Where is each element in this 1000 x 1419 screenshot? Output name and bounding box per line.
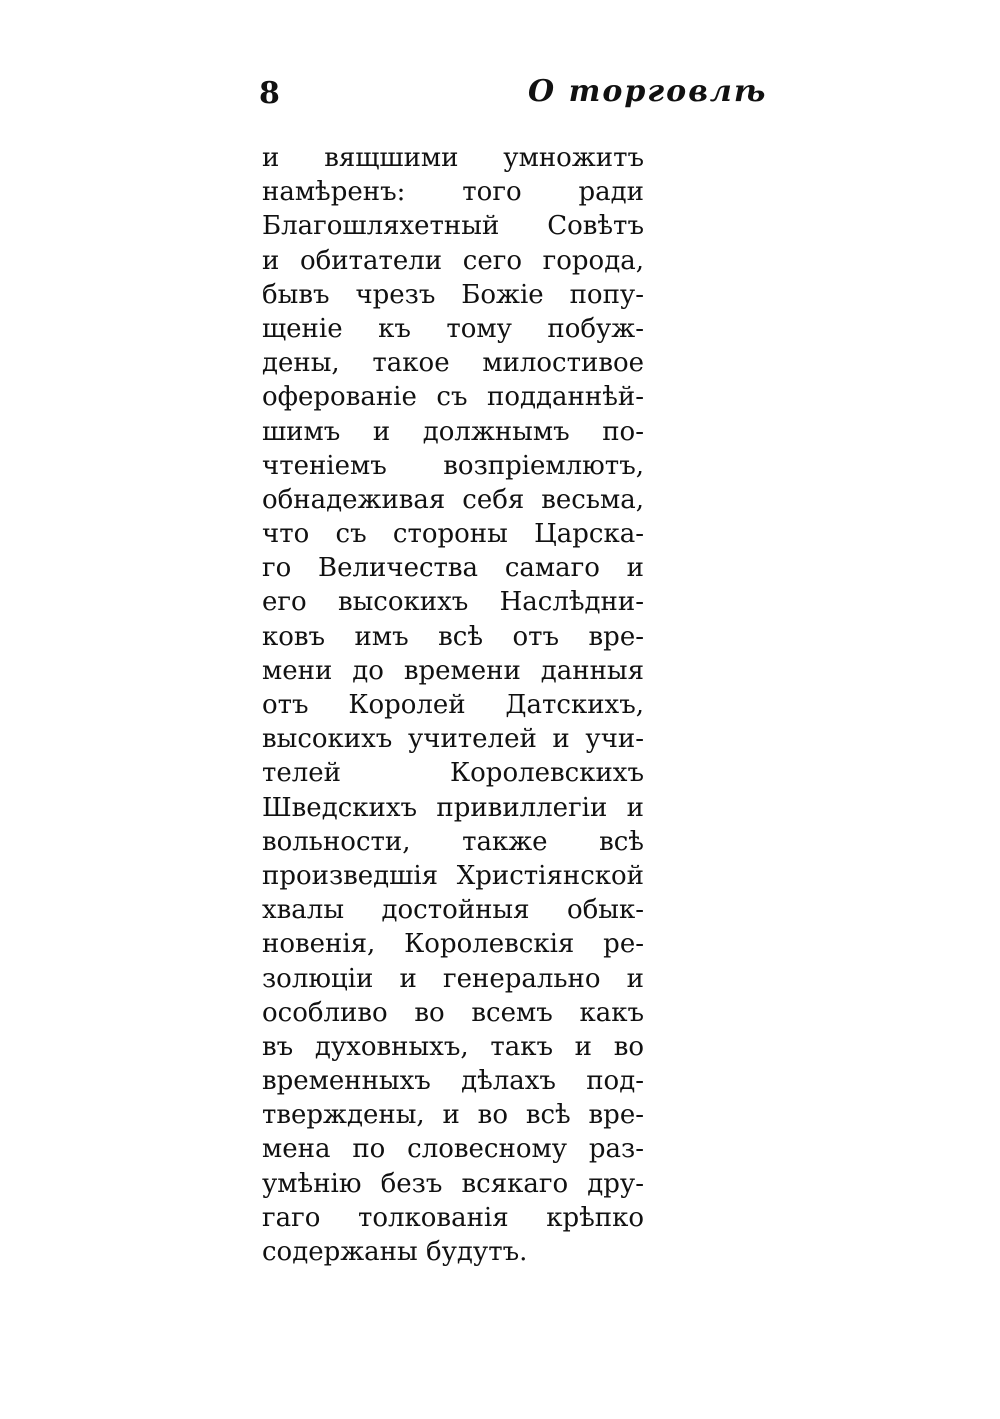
text-line: тверждены, и во всѣ вре- xyxy=(262,1100,644,1131)
text-line: временныхъ дѣлахъ под- xyxy=(262,1066,644,1097)
running-title: О торговлѣ xyxy=(528,74,768,109)
text-line: и вящшими умножитъ xyxy=(262,143,644,173)
text-line: бывъ чрезъ Божіе попу- xyxy=(262,279,644,310)
text-line: дены, такое милостивое xyxy=(262,348,644,379)
body-text-column xyxy=(262,141,644,1269)
text-line: мена по словесному раз- xyxy=(262,1134,644,1165)
text-line: намѣренъ: того ради xyxy=(262,177,644,208)
text-line: Благошляхетный Совѣтъ xyxy=(262,211,644,242)
text-line: обнадеживая себя весьма, xyxy=(262,484,644,515)
text-line: новенія, Королевскія ре- xyxy=(262,929,644,960)
text-line: оферованіе съ подданнѣй- xyxy=(262,382,644,413)
text-line: ковъ имъ всѣ отъ вре- xyxy=(262,621,644,652)
text-line: мени до времени данныя xyxy=(262,655,644,686)
text-line: чтеніемъ возпріемлютъ, xyxy=(262,450,644,481)
text-line: умѣнію безъ всякаго дру- xyxy=(262,1168,644,1199)
text-line: отъ Королей Датскихъ, xyxy=(262,690,644,720)
text-line: телей Королевскихъ xyxy=(262,758,644,789)
text-line: его высокихъ Наслѣдни- xyxy=(262,587,644,618)
text-line: Шведскихъ привиллегіи и xyxy=(262,792,644,823)
text-line: гаго толкованія крѣпко xyxy=(262,1202,644,1233)
text-line: въ духовныхъ, такъ и во xyxy=(262,1031,644,1062)
text-line: золюціи и генерально и xyxy=(262,963,644,994)
text-line: го Величества самаго и xyxy=(262,553,644,584)
page-number: 8 xyxy=(259,76,280,111)
text-line: вольности, также всѣ xyxy=(262,826,644,857)
text-line: и обитатели сего города, xyxy=(262,245,644,276)
text-line: шимъ и должнымъ по- xyxy=(262,416,644,447)
text-line: высокихъ учителей и учи- xyxy=(262,724,644,755)
text-line: произведшія Христіянской xyxy=(262,860,644,891)
text-line: особливо во всемъ какъ xyxy=(262,997,644,1028)
text-line: щеніе къ тому побуж- xyxy=(262,313,644,344)
text-line: что съ стороны Царска- xyxy=(262,519,644,550)
text-line: хвалы достойныя обык- xyxy=(262,895,644,926)
text-line: содержаны будутъ. xyxy=(262,1237,528,1267)
